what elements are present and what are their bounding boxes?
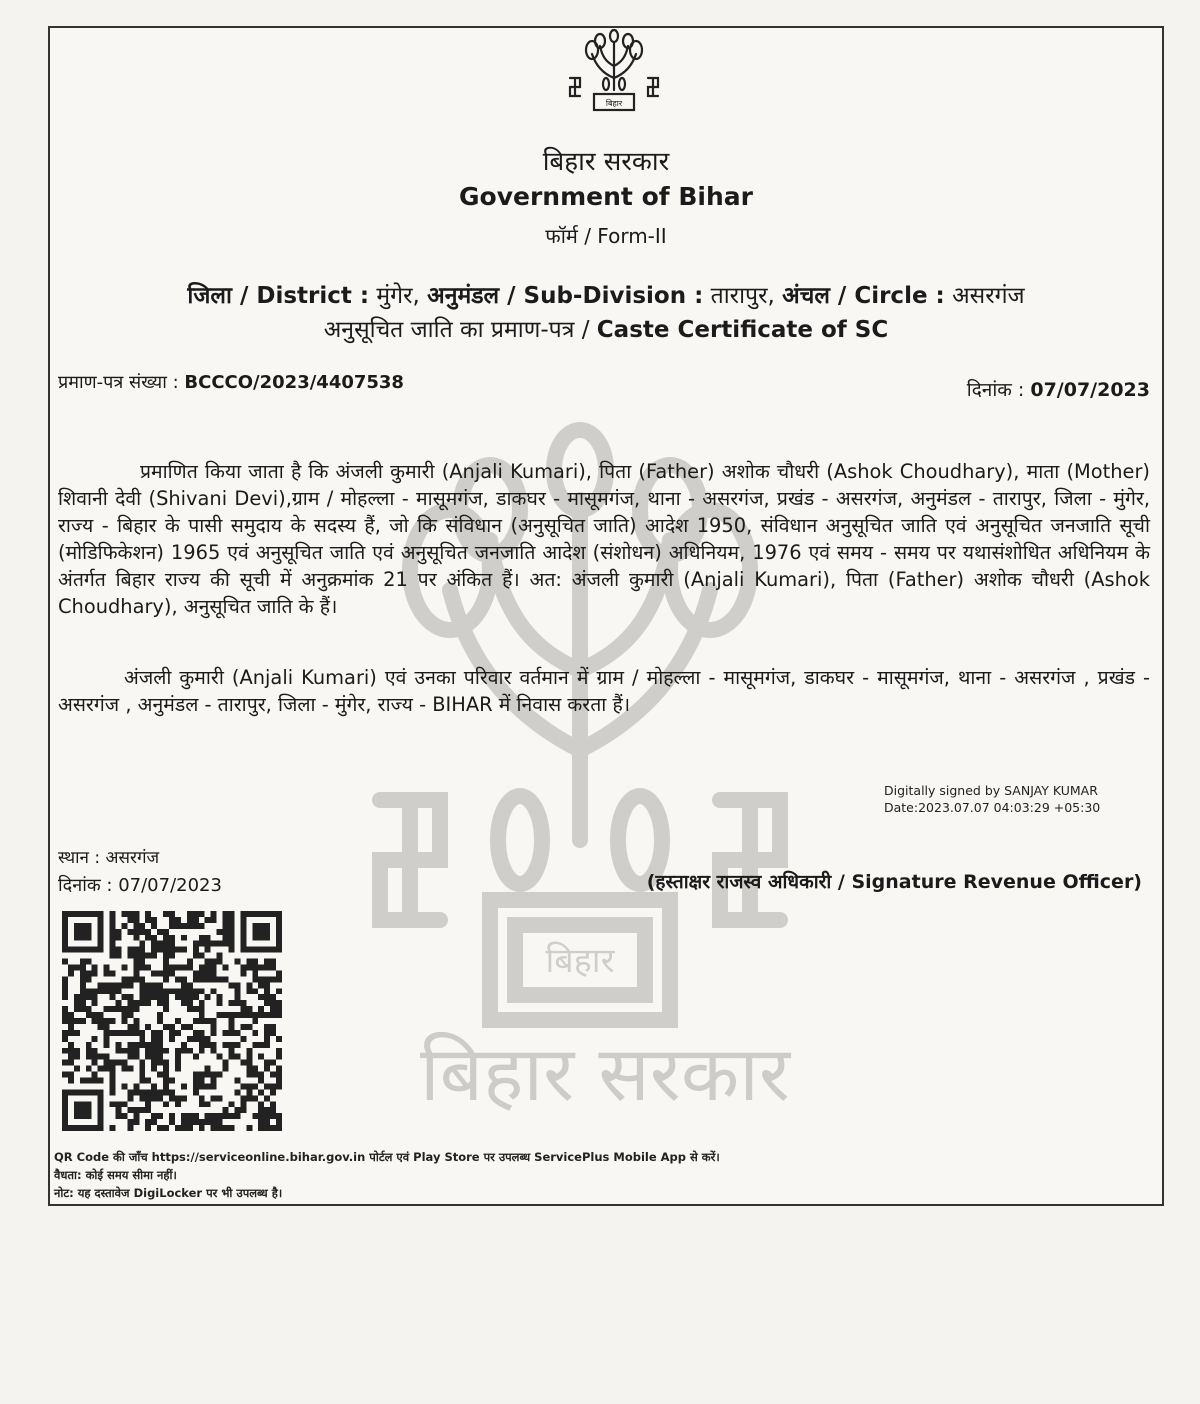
form-name: फॉर्म / Form-II — [545, 224, 667, 248]
digital-signature-line-1: Digitally signed by SANJAY KUMAR — [884, 783, 1098, 798]
circle-value: असरगंज — [952, 283, 1025, 309]
bihar-emblem-icon — [566, 28, 662, 114]
certificate-date-value: 07/07/2023 — [1030, 379, 1150, 401]
digital-signature-line-2: Date:2023.07.07 04:03:29 +05:30 — [884, 800, 1101, 815]
certificate-body-paragraph-2: अंजली कुमारी (Anjali Kumari) एवं उनका परिवार वर्तमान में ग्राम / मोहल्ला - मासूमगंज, डाकघर - मासूमगंज, थाना - असरगंज , प्रखंड - असरगंज , अनुमंडल - तारापुर, जिला - मुंगेर, राज्य - BIHAR में निवास करता हैं। — [58, 666, 1150, 716]
footer-digilocker-note: नोट: यह दस्तावेज DigiLocker पर भी उपलब्ध है। — [54, 1186, 283, 1200]
circle-label: अंचल / Circle : — [782, 283, 945, 309]
digital-signature — [884, 782, 1100, 816]
certificate-number-value: BCCCO/2023/4407538 — [184, 372, 404, 393]
qr-finder-pattern — [243, 914, 279, 950]
emblem-label: बिहार — [605, 99, 623, 108]
qr-finder-pattern — [65, 914, 101, 950]
certificate-body-paragraph-1: प्रमाणित किया जाता है कि अंजली कुमारी (Anjali Kumari), पिता (Father) अशोक चौधरी (Ashok Choudhary), माता (Mother) शिवानी देवी (Shivani Devi),ग्राम / मोहल्ला - मासूमगंज, डाकघर - मासूमगंज, थाना - असरगंज, प्रखंड - असरगंज, अनुमंडल - तारापुर, जिला - मुंगेर, राज्य - बिहार के पासी समुदाय के सदस्य हैं, जो कि संविधान (अनुसूचित जाति) आदेश 1950, संविधान अनुसूचित जाति एवं अनुसूचित जनजाति सूची (मोडिफिकेशन) 1965 एवं अनुसूचित जाति एवं अनुसूचित जनजाति आदेश (संशोधन) अधिनियम, 1976 एवं समय - समय पर यथासंशोधित अधिनियम के अंतर्गत बिहार राज्य की सूची में अनुक्रमांक 21 पर अंकित हैं। अत: अंजली कुमारी (Anjali Kumari), पिता (Father) अशोक चौधरी (Ashok Choudhary), अनुसूचित जाति के हैं। — [58, 460, 1150, 618]
certificate-number-label: प्रमाण-पत्र संख्या : — [58, 372, 179, 393]
certificate-date-label: दिनांक : — [966, 379, 1025, 401]
footer-qr-note: QR Code की जाँच https://serviceonline.bihar.gov.in पोर्टल एवं Play Store पर उपलब्ध ServicePlus Mobile App से करें। — [54, 1150, 720, 1164]
signature-officer-label: (हस्ताक्षर राजस्व अधिकारी / Signature Revenue Officer) — [646, 871, 1142, 893]
issue-place: स्थान : असरगंज — [58, 848, 160, 868]
issue-date: दिनांक : 07/07/2023 — [58, 875, 222, 896]
hindi-title: बिहार सरकार — [542, 147, 670, 177]
certificate-number — [58, 370, 404, 394]
qr-modules — [62, 911, 282, 1131]
certificate-title-hindi: अनुसूचित जाति का प्रमाण-पत्र / — [323, 317, 590, 343]
certificate-title-english: Caste Certificate of SC — [596, 317, 889, 343]
district-value: मुंगेर, — [376, 283, 420, 309]
subdivision-value: तारापुर, — [710, 283, 775, 309]
subdivision-label: अनुमंडल / Sub-Division : — [427, 283, 704, 309]
district-label: जिला / District : — [187, 283, 370, 309]
footer-validity: वैधता: कोई समय सीमा नहीं। — [54, 1168, 177, 1182]
certificate-date — [967, 376, 1150, 402]
certificate-title — [48, 312, 1164, 344]
watermark-text: बिहार सरकार — [420, 1029, 790, 1118]
english-title: Government of Bihar — [459, 182, 753, 211]
qr-finder-pattern — [65, 1092, 101, 1128]
qr-code[interactable] — [62, 910, 282, 1132]
jurisdiction-line — [48, 278, 1164, 310]
